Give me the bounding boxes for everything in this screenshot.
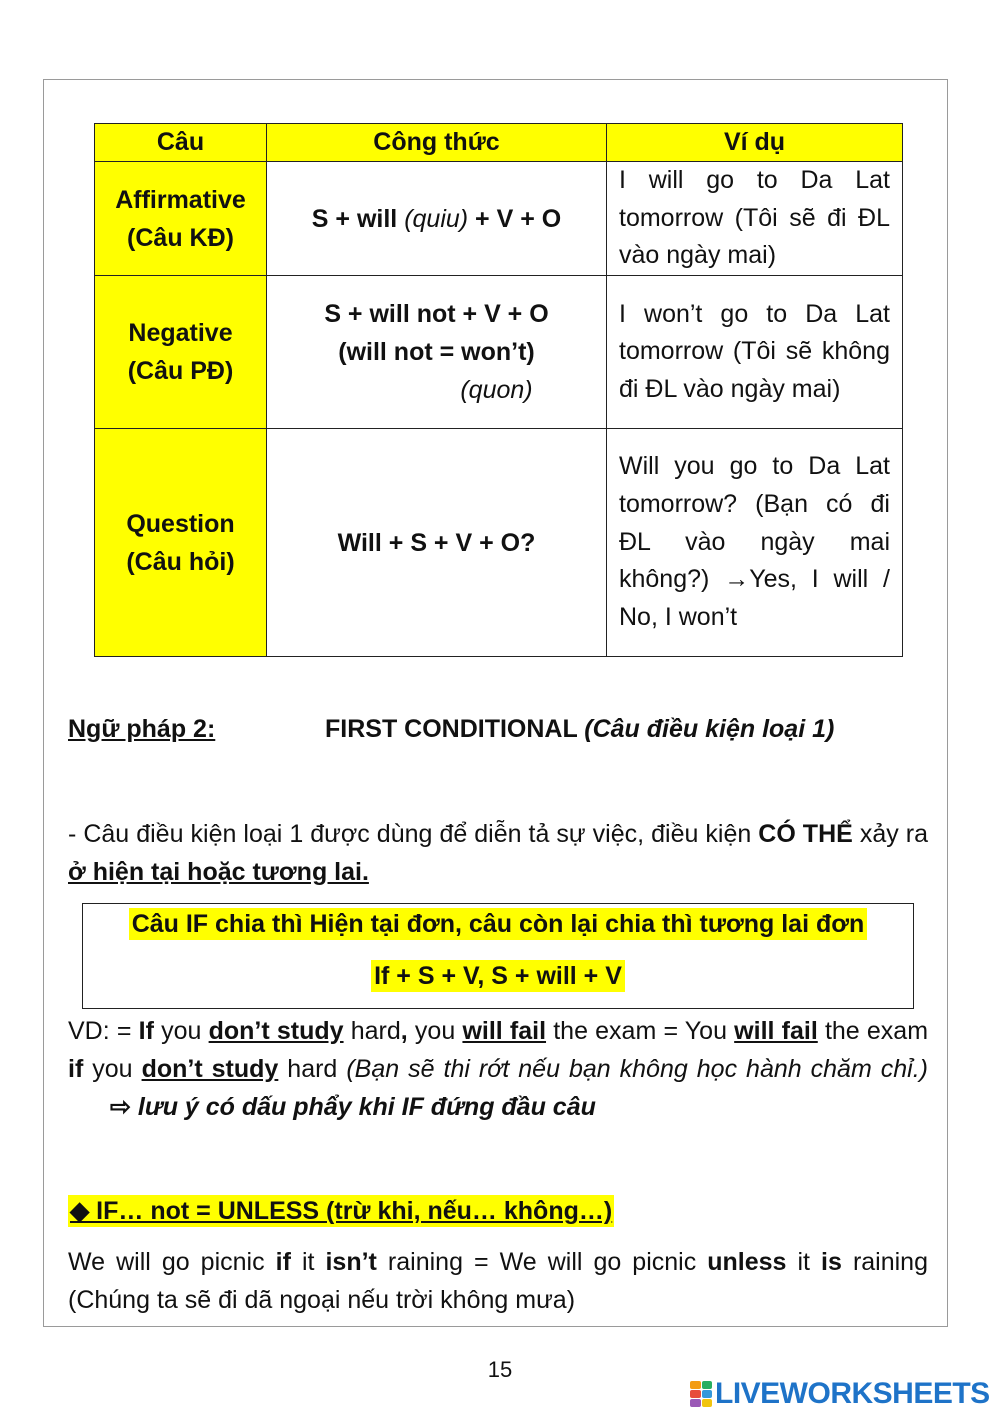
rule-formula — [83, 962, 913, 991]
table-row — [95, 429, 903, 657]
unless-bold: if — [275, 1248, 291, 1276]
example-text: Will you go to Da Lat tomorrow? (Bạn có đi ĐL vào ngày mai không?) — [619, 452, 890, 594]
type-line: (Câu PĐ) — [127, 357, 234, 386]
vd-text: hard — [278, 1055, 347, 1083]
liveworksheets-logo[interactable] — [690, 1376, 990, 1412]
type-line: Negative — [128, 319, 233, 348]
vd-bold: If — [138, 1017, 154, 1045]
vd-bold-underline: will fail — [462, 1017, 547, 1045]
rule-formula-text: If + S + V, S + will + V — [371, 960, 625, 992]
header-formula: Công thức — [267, 124, 607, 162]
heading-en: FIRST CONDITIONAL — [325, 715, 585, 743]
table-row — [95, 276, 903, 429]
example-paragraph — [68, 1012, 928, 1126]
vd-text: you — [153, 1017, 209, 1045]
grammar-label: Ngữ pháp 2: — [68, 715, 216, 743]
vd-text: you — [407, 1017, 463, 1045]
rule-line — [83, 910, 913, 939]
formula-line: S + will not + V + O — [324, 300, 549, 329]
type-line: Question — [126, 509, 235, 538]
page-number: 15 — [487, 1357, 513, 1382]
row-formula-question: Will + S + V + O? — [267, 429, 607, 657]
row-type-negative — [95, 276, 267, 429]
type-line: Affirmative — [115, 185, 246, 214]
arrow-icon: ⇨ — [110, 1093, 131, 1121]
vd-note: lưu ý có dấu phẩy khi IF đứng đầu câu — [137, 1093, 596, 1121]
row-type-affirmative — [95, 162, 267, 276]
rule-box — [82, 903, 914, 1009]
grammar-heading — [325, 710, 834, 748]
vd-text: the exam = You — [546, 1017, 735, 1045]
unless-text: raining (Chúng ta sẽ đi dã ngoại nếu trời không mưa) — [68, 1248, 928, 1314]
row-formula-affirmative — [267, 162, 607, 276]
formula-pronunciation: (quon) — [460, 376, 533, 405]
formula-part: S + will — [311, 204, 405, 233]
rule-text: Câu IF chia thì Hiện tại đơn, câu còn lại chia thì tương lai đơn — [129, 908, 868, 940]
formula-pronunciation: (quiu) — [404, 204, 469, 233]
heading-vi: (Câu điều kiện loại 1) — [584, 715, 835, 743]
row-formula-negative — [267, 276, 607, 429]
unless-text: it — [290, 1248, 326, 1276]
header-example: Ví dụ — [607, 124, 903, 162]
desc-text: - Câu điều kiện loại 1 được dùng để diễn tả sự việc, điều kiện — [68, 820, 759, 848]
unless-text: We will go picnic — [68, 1248, 276, 1276]
unless-title — [68, 1192, 928, 1230]
type-line: (Câu KĐ) — [127, 223, 234, 252]
arrow-icon: → — [724, 565, 750, 594]
vd-text: hard — [343, 1017, 401, 1045]
formula-line: (will not = won’t) — [338, 338, 535, 367]
unless-text: raining = We will go picnic — [376, 1248, 708, 1276]
row-example-negative: I won’t go to Da Lat tomorrow (Tôi sẽ không đi ĐL vào ngày mai) — [607, 276, 903, 429]
vd-bold-underline: will fail — [734, 1017, 818, 1045]
table-row — [95, 162, 903, 276]
desc-text: xảy ra — [852, 820, 928, 848]
liveworksheets-wordmark: LIVEWORKSHEETS — [715, 1377, 990, 1410]
row-example-question — [607, 429, 903, 657]
vd-comma: , — [400, 1017, 408, 1045]
unless-bold: is — [821, 1248, 842, 1276]
grammar-2-title — [68, 710, 928, 748]
vd-translation: (Bạn sẽ thi rớt nếu bạn không học hành chăm chỉ.) — [346, 1055, 928, 1083]
desc-underline: ở hiện tại hoặc tương lai. — [68, 858, 369, 886]
vd-bold-underline: don’t study — [208, 1017, 344, 1045]
unless-title-text: ◆ IF… not = UNLESS (trừ khi, nếu… không…) — [70, 1197, 613, 1225]
desc-bold: CÓ THỂ — [758, 820, 853, 848]
description-paragraph — [68, 815, 928, 891]
vd-text: you — [83, 1055, 142, 1083]
row-type-question — [95, 429, 267, 657]
unless-example — [68, 1243, 928, 1319]
vd-text: the exam — [817, 1017, 929, 1045]
grammar-table — [94, 123, 903, 657]
type-line: (Câu hỏi) — [126, 547, 235, 576]
header-sentence: Câu — [95, 124, 267, 162]
row-example-affirmative: I will go to Da Lat tomorrow (Tôi sẽ đi ĐL vào ngày mai) — [607, 162, 903, 276]
liveworksheets-icon — [690, 1381, 712, 1407]
table-header-row — [95, 124, 903, 162]
vd-bold-underline: don’t study — [141, 1055, 279, 1083]
answer-text: Yes, I will / No, I won’t — [619, 565, 890, 632]
vd-text: VD: = — [68, 1017, 139, 1045]
unless-bold: isn’t — [325, 1248, 377, 1276]
unless-bold: unless — [707, 1248, 787, 1276]
vd-bold: if — [68, 1055, 84, 1083]
formula-part: + V + O — [468, 204, 562, 233]
unless-text: it — [786, 1248, 822, 1276]
